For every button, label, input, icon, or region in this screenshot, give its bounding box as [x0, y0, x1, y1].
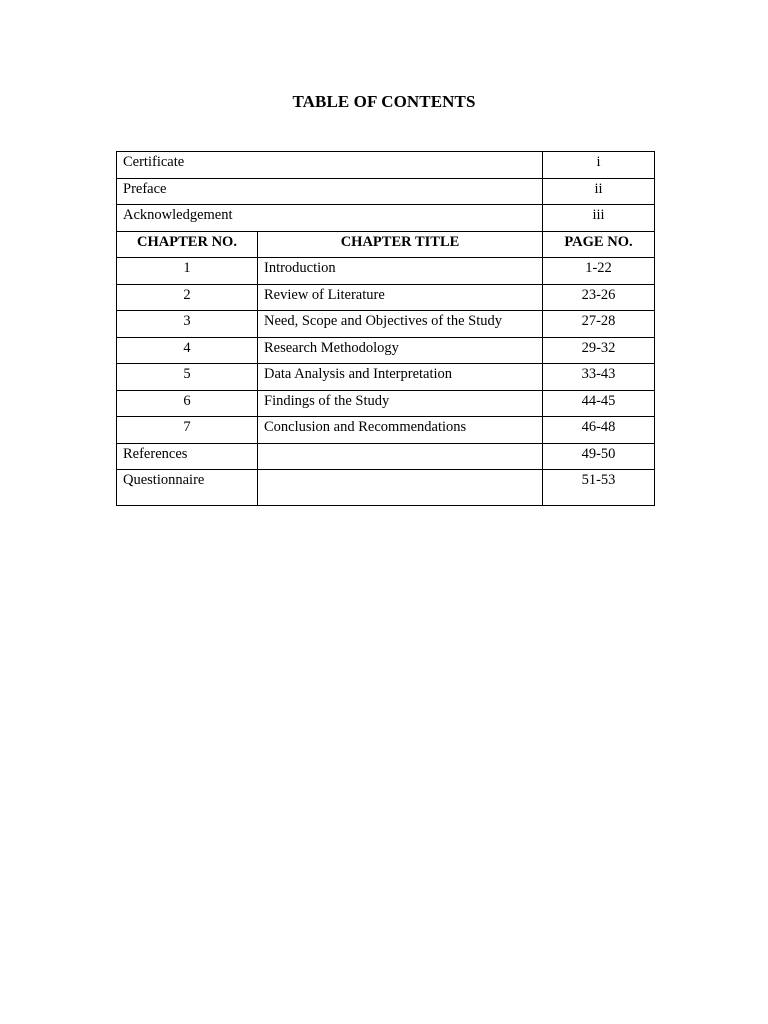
chapter-pages: 33-43	[543, 364, 655, 391]
table-row	[117, 364, 655, 391]
chapter-title: Review of Literature	[258, 284, 543, 311]
table-row	[117, 337, 655, 364]
front-matter-page: iii	[543, 205, 655, 232]
table-row	[117, 417, 655, 444]
table-of-contents	[116, 151, 655, 506]
chapter-number: 7	[117, 417, 258, 444]
back-matter-pages: 51-53	[543, 470, 655, 506]
front-matter-page: i	[543, 152, 655, 179]
chapter-title: Findings of the Study	[258, 390, 543, 417]
table-row	[117, 311, 655, 338]
chapter-title: Data Analysis and Interpretation	[258, 364, 543, 391]
chapter-pages: 46-48	[543, 417, 655, 444]
chapter-number: 5	[117, 364, 258, 391]
front-matter-page: ii	[543, 178, 655, 205]
front-matter-label: Acknowledgement	[117, 205, 543, 232]
table-row	[117, 470, 655, 506]
back-matter-label: Questionnaire	[117, 470, 258, 506]
table-row	[117, 178, 655, 205]
table-row	[117, 443, 655, 470]
chapter-number: 1	[117, 258, 258, 285]
chapter-pages: 1-22	[543, 258, 655, 285]
table-row	[117, 258, 655, 285]
table-row	[117, 205, 655, 232]
table-header-row	[117, 231, 655, 258]
table-row	[117, 284, 655, 311]
chapter-pages: 23-26	[543, 284, 655, 311]
back-matter-pages: 49-50	[543, 443, 655, 470]
chapter-title: Research Methodology	[258, 337, 543, 364]
chapter-pages: 44-45	[543, 390, 655, 417]
chapter-pages: 27-28	[543, 311, 655, 338]
page-title: TABLE OF CONTENTS	[292, 92, 476, 111]
empty-cell	[258, 470, 543, 506]
chapter-pages: 29-32	[543, 337, 655, 364]
chapter-number: 4	[117, 337, 258, 364]
chapter-number: 2	[117, 284, 258, 311]
chapter-title: Need, Scope and Objectives of the Study	[258, 311, 543, 338]
chapter-number: 6	[117, 390, 258, 417]
table-row	[117, 152, 655, 179]
empty-cell	[258, 443, 543, 470]
table-row	[117, 390, 655, 417]
chapter-title: Introduction	[258, 258, 543, 285]
header-chapter-no: CHAPTER NO.	[117, 231, 258, 258]
chapter-title: Conclusion and Recommendations	[258, 417, 543, 444]
header-page-no: PAGE NO.	[543, 231, 655, 258]
front-matter-label: Preface	[117, 178, 543, 205]
back-matter-label: References	[117, 443, 258, 470]
chapter-number: 3	[117, 311, 258, 338]
front-matter-label: Certificate	[117, 152, 543, 179]
header-chapter-title: CHAPTER TITLE	[258, 231, 543, 258]
